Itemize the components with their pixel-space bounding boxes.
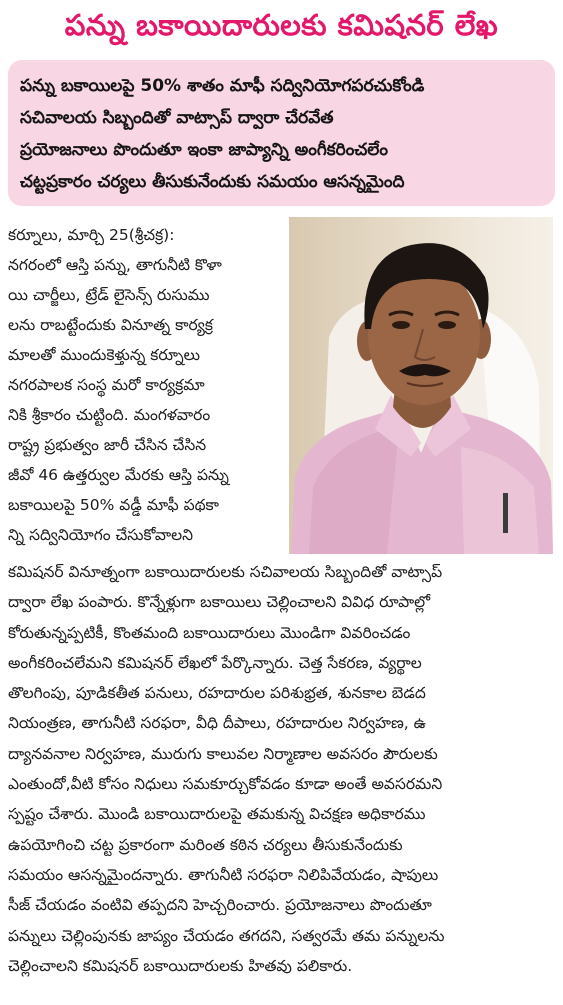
article-line: ఎంతుందో,వీటి కోసం నిధులు సమకూర్చుకోవడం కూడా అంతే అవసరమని [8, 775, 443, 794]
subheading-line: సచివాలయ సిబ్బందితో వాట్సాప్ ద్వారా చేరవేత [20, 108, 334, 128]
subheading-line: చట్టప్రకారం చర్యలు తీసుకునేందుకు సమయం ఆసన్నమైంది [20, 172, 405, 192]
article-line: బకాయిలపై 50% వడ్డీ మాఫీ పథకా [8, 496, 219, 514]
article-line: తొలగింపు, పూడికతీత పనులు, రహదారుల పరిశుభ్రత, శునకాల బెడద [8, 684, 426, 703]
article-line: అంగీకరించలేమని కమిషనర్ లేఖలో పేర్కొన్నారు. చెత్త సేకరణ, వ్యర్థాల [8, 653, 422, 672]
article-line: నియంత్రణ, తాగునీటి సరఫరా, వీధి దీపాలు, రహదారుల నిర్వహణ, ఉ [8, 714, 426, 733]
subheading-line: ప్రయోజనాలు పొందుతూ ఇంకా జాప్యాన్ని అంగీకరించలేం [20, 140, 388, 160]
subheading-box [8, 60, 555, 206]
article-line: ద్యానవనాల నిర్వహణ, మురుగు కాలువల నిర్మాణాల అవసరం పౌరులకు [8, 744, 438, 763]
subheading-line: పన్ను బకాయిలపై 50% శాతం మాఫీ సద్వినియోగపరచుకోండి [20, 76, 425, 96]
article-line: ద్వారా లేఖ పంపారు. కొన్నేళ్లుగా బకాయిలు చెల్లించాలని వివిధ రూపాల్లో [8, 593, 431, 612]
article-line: న్ని సద్వినియోగం చేసుకోవాలని [8, 526, 194, 544]
article-line: కోరుతున్నప్పటికీ, కొంతమంది బకాయిదారులు మొండిగా వివరించడం [8, 623, 411, 642]
article-line: కమిషనర్ వినూత్నంగా బకాయిదారులకు సచివాలయ సిబ్బందితో వాట్సాప్ [8, 563, 443, 581]
article-line: యి చార్జీలు, ట్రేడ్ లైసెన్స్ రుసుము [8, 286, 210, 304]
article-line: సీజ్ చేయడం వంటివి తప్పదని హెచ్చరించారు. ప్రయోజనాలు పొందుతూ [8, 896, 432, 915]
article-line: రాష్ట్ర ప్రభుత్వం జారీ చేసిన చేసిన [8, 436, 207, 454]
article-line: స్పష్టం చేశారు. మొండి బకాయిదారులపై తమకున్న విచక్షణ అధికారము [8, 805, 426, 824]
article-column-wide [8, 557, 555, 981]
article-line: లను రాబట్టేందుకు వినూత్న కార్యక్ర [8, 316, 213, 334]
headline: పన్ను బకాయిదారులకు కమిషనర్ లేఖ [64, 8, 499, 42]
article-line: చెల్లించాలని కమిషనర్ బకాయిదారులకు హితవు పలికారు. [8, 956, 353, 975]
article-line: నగరపాలక సంస్థ మరో కార్యక్రమా [8, 376, 205, 394]
article-line: పన్నులు చెల్లింపునకు జాప్యం చేయడం తగదని, సత్వరమే తమ పన్నులను [8, 926, 445, 945]
article-line: మాలతో ముందుకెళ్తున్న కర్నూలు [8, 346, 200, 364]
commissioner-photo [289, 217, 553, 554]
article-line: నగరంలో ఆస్తి పన్ను, తాగునీటి కొళా [8, 256, 222, 274]
article-line: నికి శ్రీకారం చుట్టింది. మంగళవారం [8, 406, 211, 424]
article-line: జీవో 46 ఉత్తర్వుల మేరకు ఆస్తి పన్ను [8, 466, 229, 484]
article-line: ఉపయోగించి చట్ట ప్రకారంగా మరింత కఠిన చర్యలు తీసుకునేందుకు [8, 835, 403, 854]
article-column-narrow [8, 220, 284, 550]
article-line: సమయం ఆసన్నమైందన్నారు. తాగునీటి సరఫరా నిలిపివేయడం, షాపులు [8, 865, 439, 884]
article-line: కర్నూలు, మార్చి 25(శ్రీచక్ర): [8, 226, 175, 244]
